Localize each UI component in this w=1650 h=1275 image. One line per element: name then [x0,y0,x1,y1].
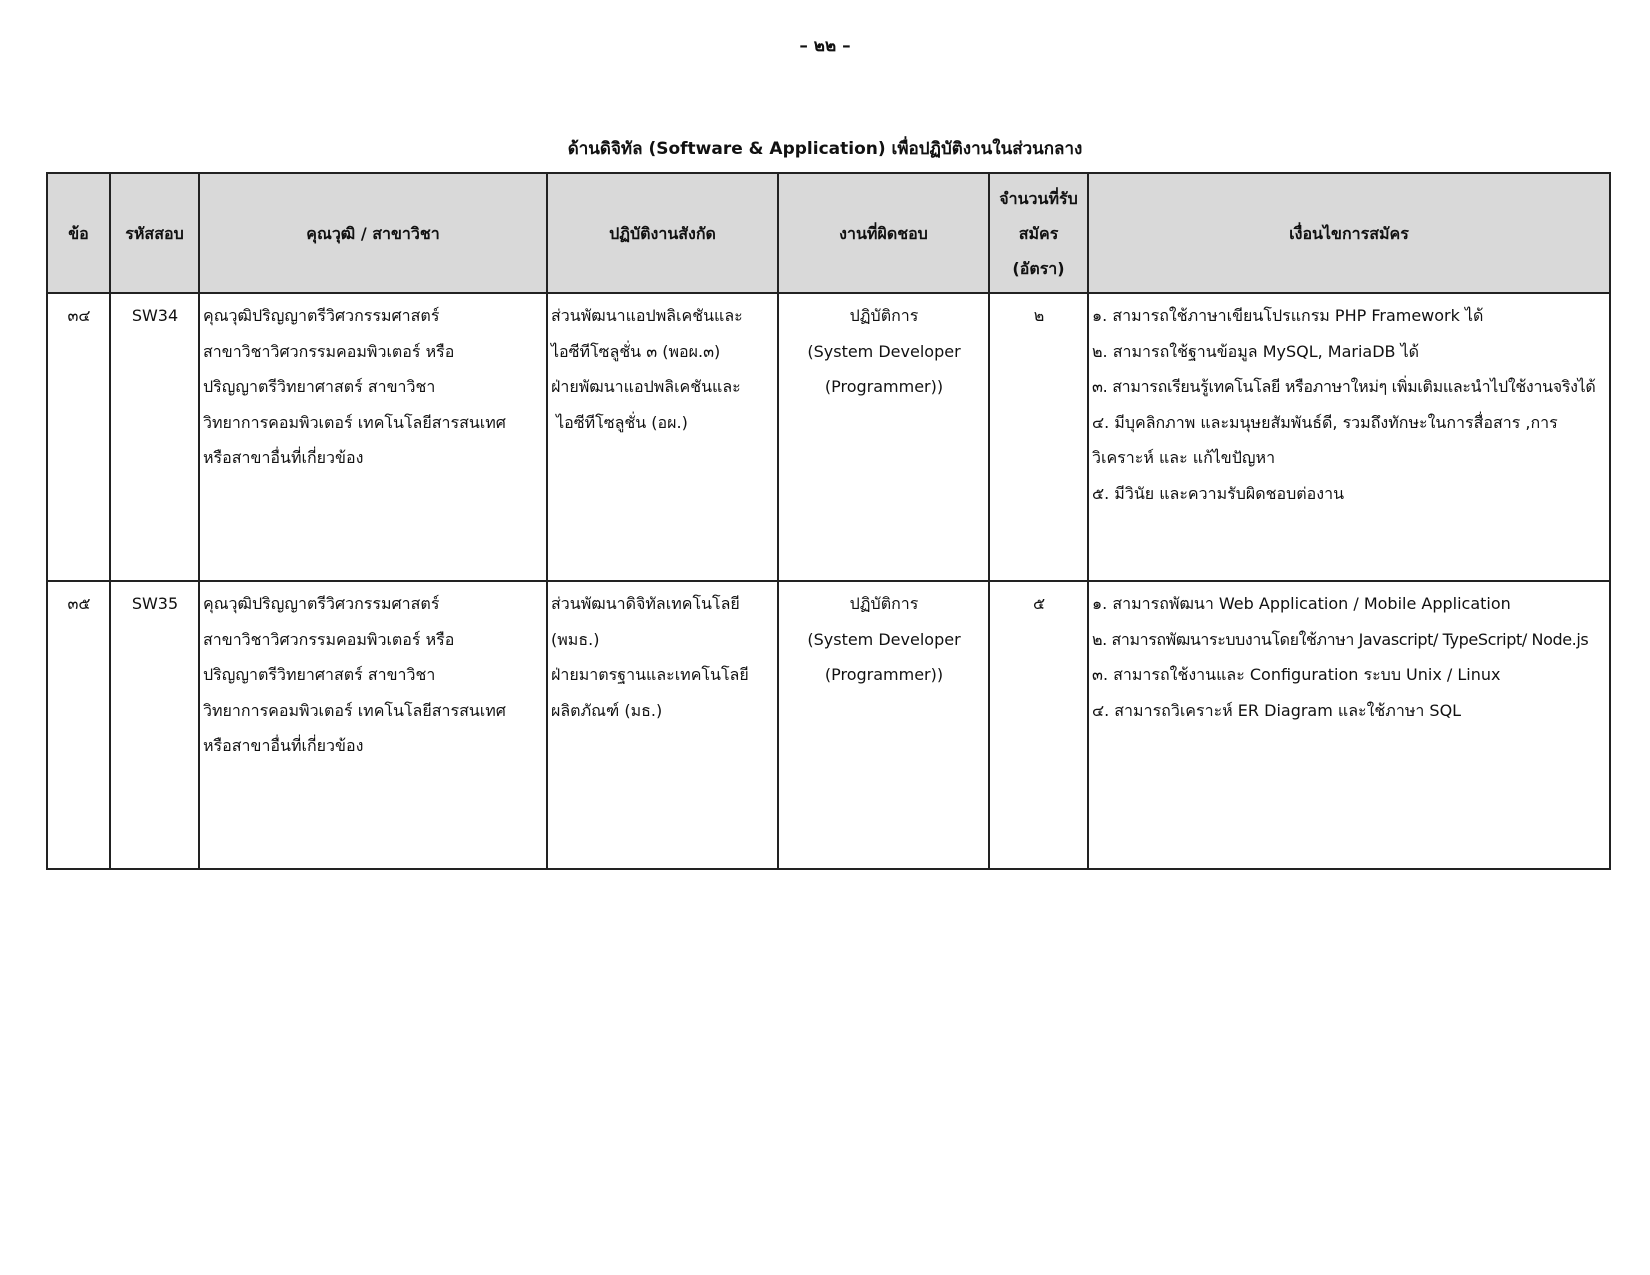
cell-qualification [199,293,547,581]
header-conditions: เงื่อนไขการสมัคร [1088,173,1610,293]
job-line: ปฏิบัติการ [849,594,919,613]
qualification-line: หรือสาขาอื่นที่เกี่ยวข้อง [203,448,364,467]
unit-line: ฝ่ายมาตรฐานและเทคโนโลยี [551,665,749,684]
qualification-line: คุณวุฒิปริญญาตรีวิศวกรรมศาสตร์ [203,306,440,325]
cell-no: ๓๕ [47,581,110,869]
cell-conditions [1088,293,1610,581]
header-count-line: สมัคร [1018,223,1059,243]
condition-line: ๒. สามารถใช้ฐานข้อมูล MySQL, MariaDB ได้ [1092,341,1420,361]
table-row [47,293,1610,581]
unit-line: ส่วนพัฒนาแอปพลิเคชันและ [551,306,743,325]
cell-unit [547,581,778,869]
qualification-line: สาขาวิชาวิศวกรรมคอมพิวเตอร์ หรือ [203,341,455,361]
qualification-line: ปริญญาตรีวิทยาศาสตร์ สาขาวิชา [203,665,436,684]
header-no: ข้อ [47,173,110,293]
cell-qualification [199,581,547,869]
condition-line: วิเคราะห์ และ แก้ไขปัญหา [1092,448,1276,467]
job-line: (Programmer)) [824,377,944,396]
cell-unit [547,293,778,581]
unit-line: ผลิตภัณฑ์ (มธ.) [551,700,663,720]
condition-line: ๑. สามารถพัฒนา Web Application / Mobile Application [1092,594,1511,613]
unit-line: ไอซีทีโซลูชั่น ๓ (พอผ.๓) [551,341,721,361]
header-count [989,173,1088,293]
cell-job [778,293,989,581]
positions-table [46,172,1611,870]
cell-code: SW34 [110,293,199,581]
cell-job [778,581,989,869]
unit-line: ส่วนพัฒนาดิจิทัลเทคโนโลยี [551,594,740,613]
job-line: ปฏิบัติการ [849,306,919,325]
condition-line: ๓. สามารถเรียนรู้เทคโนโลยี หรือภาษาใหม่ๆ เพิ่มเติมและนำไปใช้งานจริงได้ [1092,377,1596,396]
job-line: (System Developer [807,341,961,361]
qualification-line: วิทยาการคอมพิวเตอร์ เทคโนโลยีสารสนเทศ [203,412,506,432]
condition-line: ๔. สามารถวิเคราะห์ ER Diagram และใช้ภาษา SQL [1092,700,1462,720]
condition-line: ๔. มีบุคลิกภาพ และมนุษยสัมพันธ์ดี, รวมถึงทักษะในการสื่อสาร ,การ [1092,412,1558,432]
condition-line: ๒. สามารถพัฒนาระบบงานโดยใช้ภาษา Javascript/ TypeScript/ Node.js [1092,629,1589,649]
cell-count: ๕ [989,581,1088,869]
qualification-line: หรือสาขาอื่นที่เกี่ยวข้อง [203,736,364,755]
header-code: รหัสสอบ [110,173,199,293]
qualification-line: คุณวุฒิปริญญาตรีวิศวกรรมศาสตร์ [203,594,440,613]
condition-line: ๑. สามารถใช้ภาษาเขียนโปรแกรม PHP Framework ได้ [1092,306,1484,325]
qualification-line: วิทยาการคอมพิวเตอร์ เทคโนโลยีสารสนเทศ [203,700,506,720]
cell-no: ๓๔ [47,293,110,581]
qualification-line: ปริญญาตรีวิทยาศาสตร์ สาขาวิชา [203,377,436,396]
document-title: ด้านดิจิทัล (Software & Application) เพื่อปฏิบัติงานในส่วนกลาง [567,139,1083,159]
unit-line: ไอซีทีโซลูชั่น (อผ.) [551,412,688,432]
qualification-line: สาขาวิชาวิศวกรรมคอมพิวเตอร์ หรือ [203,629,455,649]
cell-count: ๒ [989,293,1088,581]
header-count-line: จำนวนที่รับ [999,188,1078,208]
condition-line: ๕. มีวินัย และความรับผิดชอบต่องาน [1092,483,1345,503]
job-line: (Programmer)) [824,665,944,684]
unit-line: ฝ่ายพัฒนาแอปพลิเคชันและ [551,377,741,396]
header-unit: ปฏิบัติงานสังกัด [547,173,778,293]
job-line: (System Developer [807,629,961,649]
header-qualification: คุณวุฒิ / สาขาวิชา [199,173,547,293]
table-header-row [47,173,1610,293]
header-job: งานที่ผิดชอบ [778,173,989,293]
unit-line: (พมธ.) [551,629,600,649]
header-count-line: (อัตรา) [1012,258,1065,278]
condition-line: ๓. สามารถใช้งานและ Configuration ระบบ Unix / Linux [1092,665,1501,684]
page-number: – ๒๒ – [799,36,851,56]
cell-code: SW35 [110,581,199,869]
table-row [47,581,1610,869]
cell-conditions [1088,581,1610,869]
